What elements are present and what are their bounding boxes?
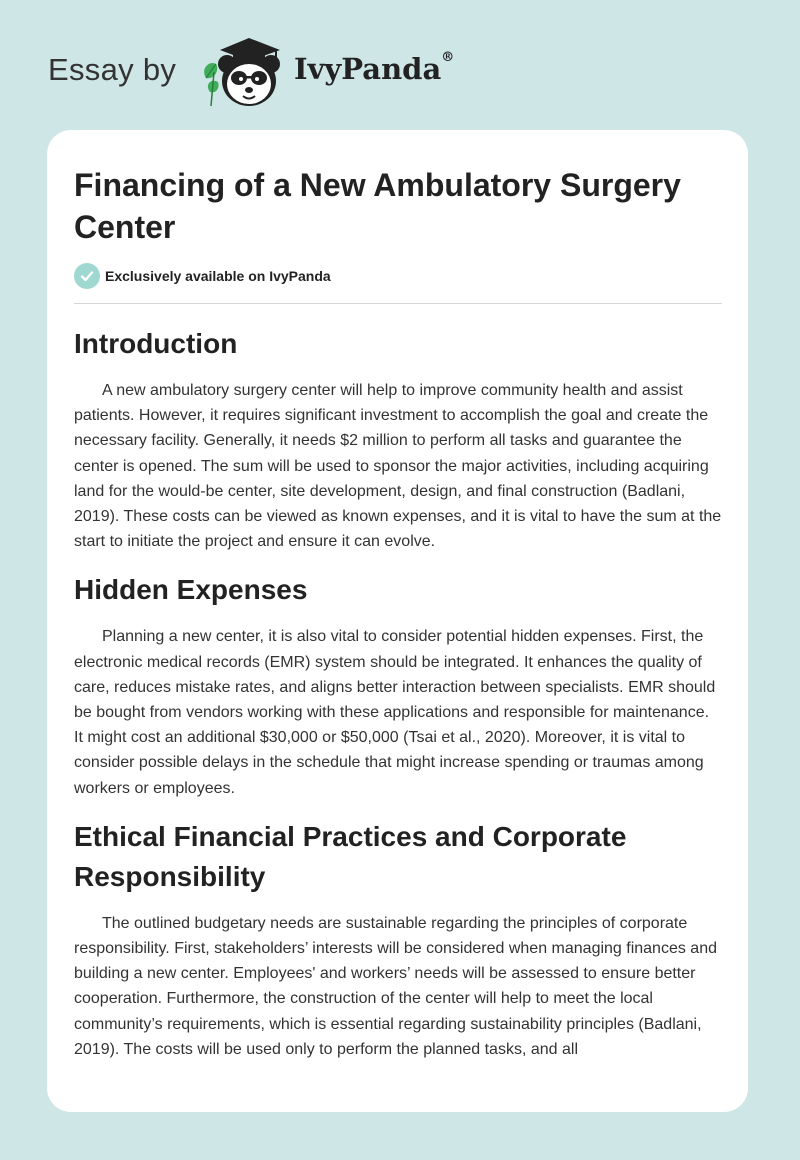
section-heading: Hidden Expenses [74, 574, 308, 606]
panda-logo-icon[interactable] [200, 34, 290, 110]
section-heading: Introduction [74, 328, 238, 359]
essay-card [47, 130, 748, 1112]
divider [74, 303, 722, 304]
section-ethical-practices [74, 817, 722, 1062]
page-title: Financing of a New Ambulatory Surgery Center [74, 167, 681, 245]
section-heading: Ethical Financial Practices and Corporate Responsibility [74, 820, 627, 892]
registered-mark: ® [441, 50, 455, 65]
brand-name[interactable]: IvyPanda® [294, 50, 455, 86]
section-paragraph: Planning a new center, it is also vital to consider potential hidden expenses. First, the electronic medical records (EMR) system should be integrated. It enhances the quality of care, reduces mistake rates, and aligns better interaction between specialists. EMR should be bought from vendors working with these applications and responsible for maintenance. It might cost an additional $30,000 or $50,000 (Tsai et al., 2020). Moreover, it is vital to consider possible delays in the schedule that might increase spending or traumas among workers or employees. [74, 628, 716, 797]
badge-text: Exclusively available on IvyPanda [105, 268, 331, 284]
article-body [74, 324, 722, 1078]
section-paragraph: A new ambulatory surgery center will help to improve community health and assist patients. However, it requires significant investment to accomplish the goal and create the necessary facility. Generally, it needs $2 million to perform all tasks and guarantee the center is opened. The sum will be used to sponsor the major activities, including acquiring land for the would-be center, site development, design, and final construction (Badlani, 2019). These costs can be viewed as known expenses, and it is vital to have the sum at the start to initiate the project and ensure it can evolve. [74, 382, 722, 551]
essay-by-label: Essay by [48, 52, 177, 87]
exclusive-badge [74, 263, 331, 289]
site-header [0, 0, 800, 130]
section-introduction [74, 324, 722, 554]
section-hidden-expenses [74, 570, 722, 800]
check-icon [74, 263, 100, 289]
section-paragraph: The outlined budgetary needs are sustainable regarding the principles of corporate responsibility. First, stakeholders’ interests will be considered when managing finances and building a new center. Employees' and workers’ needs will be assessed to ensure better cooperation. Furthermore, the construction of the center will help to meet the local community’s requirements, which is essential regarding sustainability principles (Badlani, 2019). The costs will be used only to perform the planned tasks, and all [74, 914, 717, 1058]
